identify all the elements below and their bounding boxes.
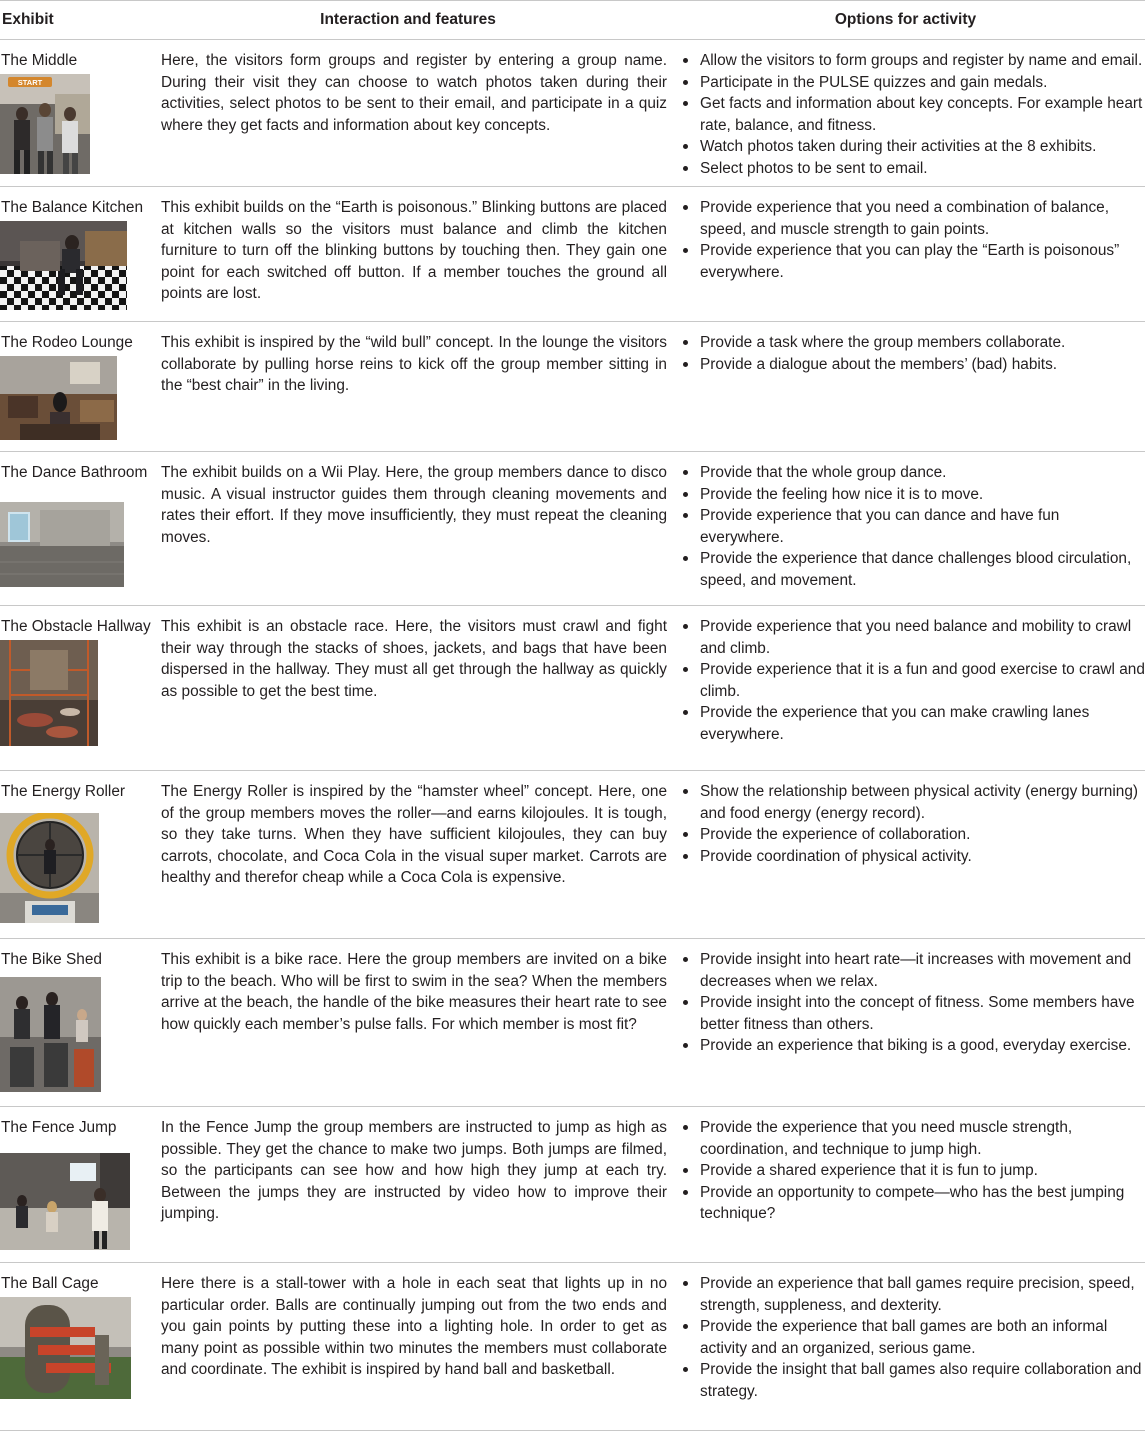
exhibit-cell — [0, 452, 161, 605]
exhibit-name: The Middle — [1, 52, 78, 69]
exhibit-cell — [0, 1107, 161, 1262]
option-item: Provide that the whole group dance. — [677, 462, 1145, 484]
exhibit-photo — [0, 356, 161, 440]
option-item: Watch photos taken during their activities at the 8 exhibits. — [677, 136, 1145, 158]
exhibit-name: The Ball Cage — [1, 1275, 99, 1292]
option-item: Provide the experience that you can make crawling lanes everywhere. — [677, 702, 1145, 745]
table-row — [0, 1107, 1145, 1263]
exhibit-photo — [0, 977, 161, 1092]
options-list — [677, 781, 1145, 867]
interaction-cell: This exhibit is an obstacle race. Here, the visitors must crawl and fight their way through the stacks of shoes, jackets, and bags that have been dispersed in the hallway. They must all get through the hallway as quickly as possible to get the best time. — [161, 618, 667, 700]
option-item: Provide the feeling how nice it is to move. — [677, 484, 1145, 506]
interaction-cell: This exhibit builds on the “Earth is poisonous.” Blinking buttons are placed at kitchen walls so the visitors must balance and climb the kitchen furniture to turn off the blinking buttons by touching then. They gain one point for each switched off button. If a member touches the ground all points are lost. — [161, 199, 667, 303]
option-item: Provide a task where the group members collaborate. — [677, 332, 1145, 354]
table-header — [0, 1, 1145, 40]
option-item: Show the relationship between physical activity (energy burning) and food energy (energy record). — [677, 781, 1145, 824]
interaction-cell: This exhibit is a bike race. Here the group members are invited on a bike trip to the beach. Who will be first to swim in the sea? When the members arrive at the beach, the handle of the bike measures their heart rate to see how quickly each member’s pulse falls. For which member is most fit? — [161, 951, 667, 1033]
table-row — [0, 771, 1145, 939]
exhibit-name: The Obstacle Hallway — [1, 618, 151, 635]
exhibit-name: The Bike Shed — [1, 951, 102, 968]
options-list — [677, 462, 1145, 592]
exhibit-name: The Energy Roller — [1, 783, 126, 800]
interaction-cell: Here, the visitors form groups and register by entering a group name. During their visit they can choose to watch photos taken during their activities, select photos to be sent to their email, and participate in a quiz where they get facts and information about key concepts. — [161, 52, 667, 134]
option-item: Provide experience that you can play the “Earth is poisonous” everywhere. — [677, 240, 1145, 283]
option-item: Select photos to be sent to email. — [677, 158, 1145, 180]
option-item: Provide a shared experience that it is fun to jump. — [677, 1160, 1145, 1182]
options-list — [677, 616, 1145, 746]
option-item: Provide the experience that you need muscle strength, coordination, and technique to jump high. — [677, 1117, 1145, 1160]
header-interaction: Interaction and features — [320, 11, 496, 28]
option-item: Provide a dialogue about the members’ (bad) habits. — [677, 354, 1145, 376]
options-cell — [677, 606, 1145, 770]
exhibit-photo — [0, 1297, 161, 1399]
options-cell — [677, 1107, 1145, 1262]
photo-sign-text: START — [17, 77, 43, 87]
option-item: Provide the experience that dance challenges blood circulation, speed, and movement. — [677, 548, 1145, 591]
option-item: Provide the experience that ball games are both an informal activity and an organized, serious game. — [677, 1316, 1145, 1359]
exhibit-name: The Dance Bathroom — [1, 464, 148, 481]
exhibit-name: The Fence Jump — [1, 1119, 117, 1136]
interaction-cell: The exhibit builds on a Wii Play. Here, the group members dance to disco music. A visual instructor guides them through cleaning movements and rates their effort. If they move insufficiently, they must repeat the cleaning moves. — [161, 464, 667, 546]
option-item: Provide experience that it is a fun and good exercise to crawl and climb. — [677, 659, 1145, 702]
options-cell — [677, 771, 1145, 938]
exhibit-cell — [0, 322, 161, 451]
exhibit-photo — [0, 502, 161, 587]
options-list — [677, 332, 1145, 375]
options-list — [677, 1273, 1145, 1403]
exhibit-cell — [0, 40, 161, 186]
exhibit-cell — [0, 606, 161, 770]
option-item: Provide an opportunity to compete—who has the best jumping technique? — [677, 1182, 1145, 1225]
options-list — [677, 197, 1145, 283]
exhibit-photo — [0, 221, 161, 310]
exhibit-photo — [0, 813, 161, 923]
exhibit-cell — [0, 771, 161, 938]
options-cell — [677, 187, 1145, 321]
exhibit-cell — [0, 187, 161, 321]
option-item: Provide experience that you can dance and have fun everywhere. — [677, 505, 1145, 548]
option-item: Get facts and information about key concepts. For example heart rate, balance, and fitness. — [677, 93, 1145, 136]
table-row — [0, 939, 1145, 1107]
option-item: Provide the insight that ball games also require collaboration and strategy. — [677, 1359, 1145, 1402]
option-item: Provide an experience that ball games require precision, speed, strength, suppleness, and dexterity. — [677, 1273, 1145, 1316]
exhibit-photo — [0, 640, 161, 746]
table-row — [0, 1263, 1145, 1431]
option-item: Provide experience that you need a combination of balance, speed, and muscle strength to gain points. — [677, 197, 1145, 240]
options-list — [677, 1117, 1145, 1225]
option-item: Provide insight into heart rate—it increases with movement and decreases when we relax. — [677, 949, 1145, 992]
interaction-cell: The Energy Roller is inspired by the “hamster wheel” concept. Here, one of the group members moves the roller—and earns kilojoules. It is tough, so they take turns. When they have sufficient kilojoules, they can buy carrots, chocolate, and Coca Cola in the visual super market. Carrots are healthy and therefor cheap while a Coca Cola is expensive. — [161, 783, 667, 887]
option-item: Provide the experience of collaboration. — [677, 824, 1145, 846]
table-row — [0, 187, 1145, 322]
exhibit-photo — [0, 74, 161, 174]
option-item: Provide coordination of physical activity. — [677, 846, 1145, 868]
options-list — [677, 50, 1145, 180]
interaction-cell: This exhibit is inspired by the “wild bull” concept. In the lounge the visitors collaborate by pulling horse reins to kick off the group member sitting in the “best chair” in the living. — [161, 334, 667, 395]
options-cell — [677, 322, 1145, 451]
option-item: Allow the visitors to form groups and register by name and email. — [677, 50, 1145, 72]
header-options: Options for activity — [834, 11, 977, 28]
exhibit-cell — [0, 939, 161, 1106]
option-item: Provide experience that you need balance and mobility to crawl and climb. — [677, 616, 1145, 659]
exhibit-cell — [0, 1263, 161, 1430]
option-item: Participate in the PULSE quizzes and gain medals. — [677, 72, 1145, 94]
options-cell — [677, 452, 1145, 605]
exhibit-name: The Balance Kitchen — [1, 199, 144, 216]
option-item: Provide insight into the concept of fitness. Some members have better fitness than others. — [677, 992, 1145, 1035]
table-row — [0, 40, 1145, 187]
options-cell — [677, 939, 1145, 1106]
exhibit-name: The Rodeo Lounge — [1, 334, 133, 351]
interaction-cell: In the Fence Jump the group members are instructed to jump as high as possible. They get the chance to make two jumps. Both jumps are filmed, so the participants can see how and how high they jump at each try. Between the jumps they are instructed by video how to improve their jumping. — [161, 1119, 667, 1223]
options-list — [677, 949, 1145, 1057]
table-row — [0, 322, 1145, 452]
interaction-cell: Here there is a stall-tower with a hole in each seat that lights up in no particular order. Balls are continually jumping out from the two ends and you gain points by putting these into a lighting hole. In order to get as many point as possible within two minutes the members must collaborate and coordinate. The exhibit is inspired by hand ball and basketball. — [161, 1275, 667, 1379]
option-item: Provide an experience that biking is a good, everyday exercise. — [677, 1035, 1145, 1057]
header-exhibit: Exhibit — [2, 11, 54, 28]
options-cell — [677, 1263, 1145, 1430]
options-cell — [677, 40, 1145, 186]
exhibit-photo — [0, 1153, 161, 1250]
table-row — [0, 606, 1145, 771]
table-row — [0, 452, 1145, 606]
